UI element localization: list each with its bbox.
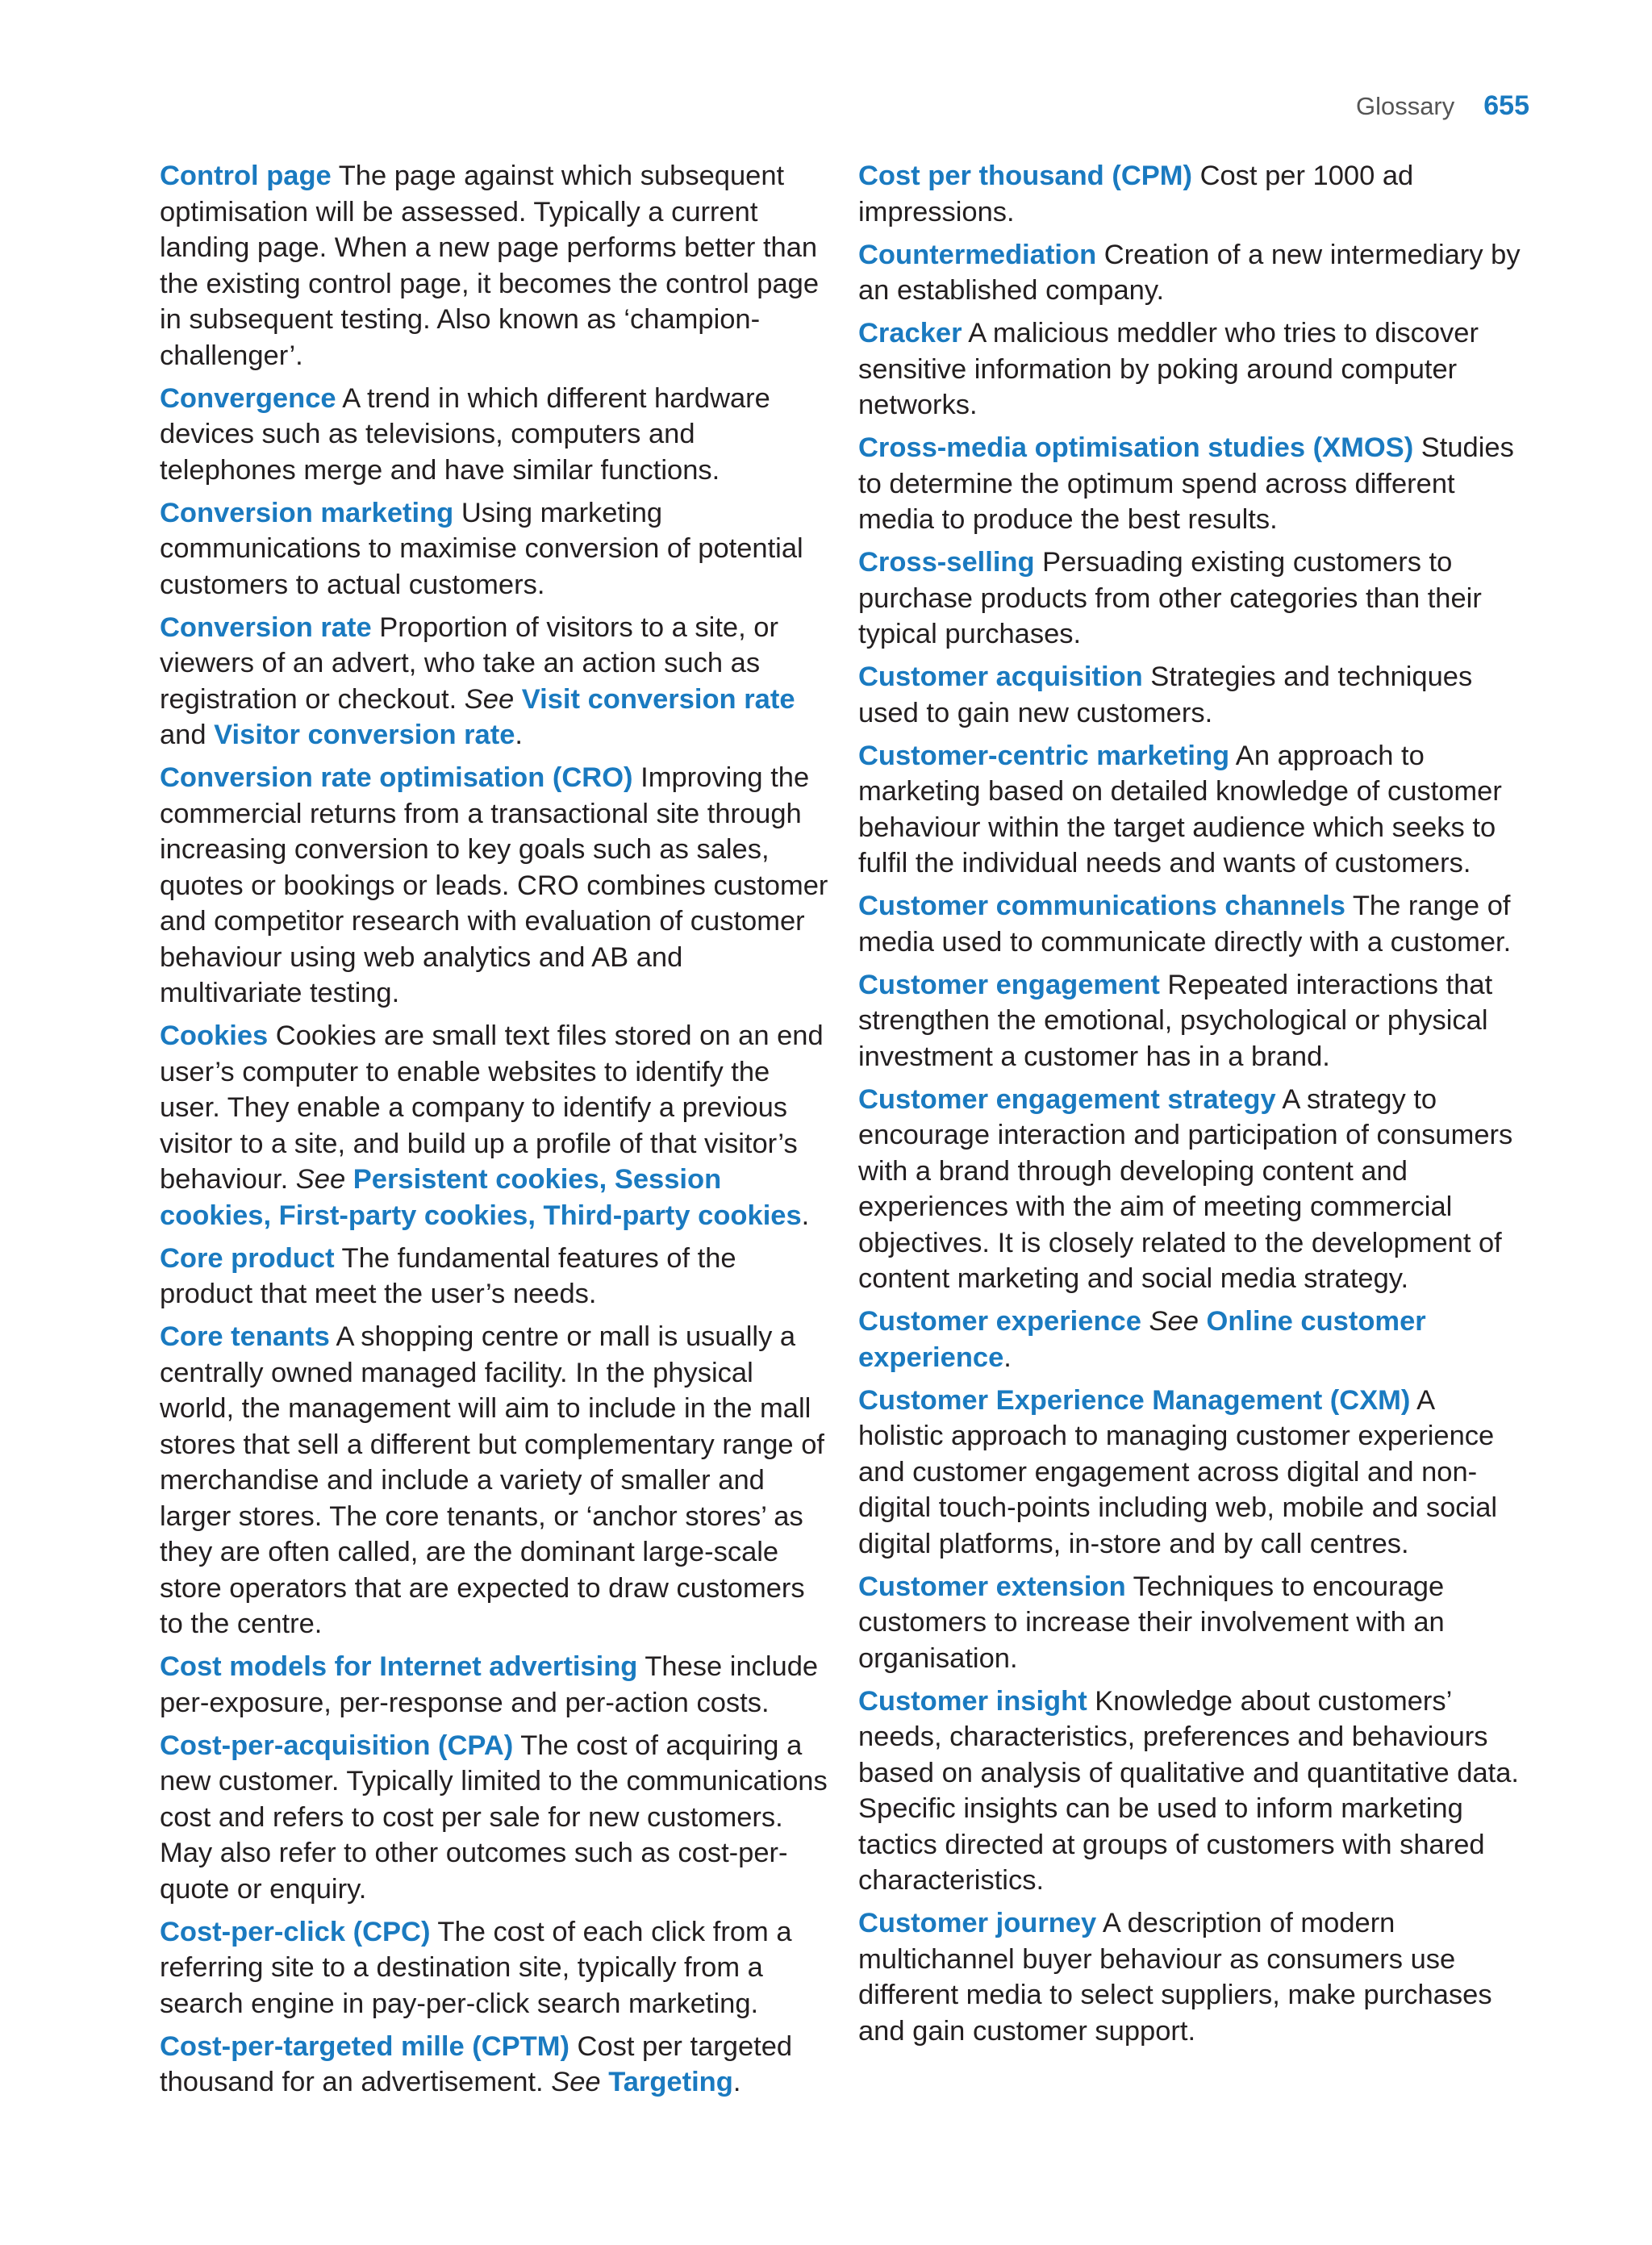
definition-text: An approach to marketing based on detailed knowledge of customer behaviour within the target audience which seeks to fulfil the individual needs and wants of customers.: [858, 740, 1502, 878]
page-number: 655: [1483, 90, 1529, 121]
definition-text: Studies to determine the optimum spend across different media to produce the best results.: [858, 432, 1514, 535]
glossary-entry-customer-communications-channels: [858, 888, 1525, 960]
definition-text: and: [160, 720, 215, 750]
glossary-column-right: [858, 158, 1525, 2056]
definition-text: Techniques to encourage customers to increase their involvement with an organisation.: [858, 1571, 1445, 1674]
glossary-entry-conversion-marketing: [160, 495, 832, 603]
see-label: See: [1149, 1306, 1199, 1337]
see-label: See: [295, 1164, 346, 1195]
glossary-term: Customer extension: [858, 1571, 1126, 1602]
glossary-term: Cost per thousand (CPM): [858, 161, 1192, 191]
definition-text: .: [732, 2067, 741, 2097]
definition-text: The cost of each click from a referring site to a destination site, typically from a search engine in pay-per-click search marketing.: [160, 1916, 792, 2019]
glossary-entry-core-tenants: [160, 1319, 832, 1642]
glossary-entry-cross-selling: [858, 545, 1525, 653]
glossary-term: Customer engagement: [858, 969, 1160, 1000]
definition-text: .: [515, 720, 524, 750]
definition-text: A strategy to encourage interaction and participation of consumers with a brand through developing content and experiences with the aim of meeting commercial objectives. It is closely related to the development of content marketing and social media strategy.: [858, 1083, 1513, 1294]
cross-reference-link[interactable]: Targeting: [608, 2067, 733, 2097]
glossary-entry-customer-insight: [858, 1684, 1525, 1899]
glossary-entry-convergence: [160, 381, 832, 489]
glossary-entry-conversion-rate: [160, 610, 832, 753]
glossary-entry-cost-per-click-cpc: [160, 1914, 832, 2022]
definition-text: A malicious meddler who tries to discover sensitive information by poking around computer networks.: [858, 318, 1479, 420]
definition-text: Creation of a new intermediary by an established company.: [858, 239, 1521, 306]
glossary-entry-customer-engagement: [858, 967, 1525, 1075]
definition-text: .: [1003, 1342, 1012, 1373]
glossary-term: Control page: [160, 161, 332, 191]
glossary-term: Cost-per-acquisition (CPA): [160, 1730, 514, 1761]
definition-text: A description of modern multichannel buyer behaviour as consumers use different media to select suppliers, make purchases and gain customer support.: [858, 1908, 1492, 2047]
cross-reference-link[interactable]: Visit conversion rate: [521, 683, 795, 715]
definition-text: Repeated interactions that strengthen the emotional, psychological or physical investment a customer has in a brand.: [858, 969, 1493, 1072]
definition-text: A holistic approach to managing customer experience and customer engagement across digital and non-digital touch-points including web, mobile and social digital platforms, in-store and by call centres.: [858, 1384, 1498, 1559]
glossary-term: Customer acquisition: [858, 661, 1143, 692]
glossary-entry-customer-centric-marketing: [858, 738, 1525, 882]
definition-text: Cost per targeted thousand for an advertisement.: [160, 2030, 793, 2097]
glossary-column-left: [160, 158, 832, 2107]
glossary-term: Customer experience: [858, 1306, 1141, 1337]
glossary-term: Conversion rate: [160, 611, 372, 643]
glossary-term: Countermediation: [858, 239, 1097, 270]
definition-text: Using marketing communications to maximise conversion of potential customers to actual customers.: [160, 497, 803, 600]
glossary-term: Customer engagement strategy: [858, 1083, 1276, 1115]
definition-text: Knowledge about customers’ needs, characteristics, preferences and behaviours based on analysis of qualitative and quantitative data. Specific insights can be used to inform marketing tactics directed at groups of customers with shared characteristics.: [858, 1685, 1519, 1896]
glossary-term: Cross-media optimisation studies (XMOS): [858, 432, 1414, 463]
glossary-term: Cost models for Internet advertising: [160, 1651, 638, 1682]
cross-reference-link[interactable]: Visitor conversion rate: [214, 720, 515, 750]
definition-text: Cost per 1000 ad impressions.: [858, 161, 1414, 227]
glossary-entry-cross-media-optimisation-studies-xmos: [858, 430, 1525, 538]
glossary-entry-customer-experience: [858, 1304, 1525, 1375]
glossary-term: Cross-selling: [858, 547, 1035, 578]
running-header: [1356, 90, 1529, 122]
glossary-term: Conversion rate optimisation (CRO): [160, 762, 633, 793]
glossary-term: Customer journey: [858, 1908, 1097, 1938]
definition-text: [345, 1164, 353, 1195]
see-label: See: [464, 683, 515, 715]
definition-text: These include per-exposure, per-response and per-action costs.: [160, 1651, 819, 1718]
glossary-term: Conversion marketing: [160, 497, 454, 528]
cross-reference-link[interactable]: Persistent cookies, Session cookies, First-party cookies, Third-party cookies: [160, 1164, 802, 1231]
glossary-term: Cookies: [160, 1020, 269, 1051]
definition-text: .: [801, 1200, 810, 1231]
glossary-entry-customer-journey: [858, 1905, 1525, 2049]
glossary-term: Core tenants: [160, 1321, 330, 1352]
see-label: See: [551, 2067, 601, 2097]
definition-text: The page against which subsequent optimisation will be assessed. Typically a current landing page. When a new page performs better than the existing control page, it becomes the control page in subsequent testing. Also known as ‘champion-challenger’.: [160, 161, 819, 371]
cross-reference-link[interactable]: Online customer experience: [858, 1306, 1426, 1373]
definition-text: [514, 684, 522, 715]
glossary-term: Core product: [160, 1242, 335, 1274]
glossary-entry-cracker: [858, 315, 1525, 424]
glossary-term: Cracker: [858, 318, 962, 348]
glossary-term: Customer Experience Management (CXM): [858, 1384, 1411, 1416]
glossary-entry-cost-models-for-internet-advertising: [160, 1649, 832, 1721]
glossary-term: Customer insight: [858, 1685, 1087, 1717]
glossary-term: Cost-per-targeted mille (CPTM): [160, 2030, 569, 2062]
glossary-entry-cost-per-targeted-mille-cptm: [160, 2029, 832, 2101]
glossary-entry-customer-acquisition: [858, 659, 1525, 731]
glossary-term: Customer communications channels: [858, 891, 1345, 921]
glossary-term: Customer-centric marketing: [858, 740, 1230, 771]
glossary-entry-customer-engagement-strategy: [858, 1082, 1525, 1297]
glossary-entry-cookies: [160, 1018, 832, 1233]
glossary-term: Cost-per-click (CPC): [160, 1916, 431, 1947]
glossary-entry-cost-per-thousand-cpm: [858, 158, 1525, 230]
definition-text: Improving the commercial returns from a transactional site through increasing conversion to key goals such as sales, quotes or bookings or leads. CRO combines customer and competitor research with evaluation of customer behaviour using web analytics and AB and multivariate testing.: [160, 762, 828, 1008]
definition-text: [1141, 1306, 1149, 1337]
glossary-term: Convergence: [160, 382, 336, 414]
definition-text: Persuading existing customers to purchase products from other categories than their typical purchases.: [858, 547, 1482, 649]
definition-text: The range of media used to communicate directly with a customer.: [858, 891, 1512, 958]
definition-text: Proportion of visitors to a site, or viewers of an advert, who take an action such as registration or checkout.: [160, 611, 778, 715]
definition-text: [601, 2067, 609, 2097]
glossary-entry-core-product: [160, 1241, 832, 1312]
definition-text: The fundamental features of the product that meet the user’s needs.: [160, 1242, 736, 1309]
glossary-entry-customer-experience-management-cxm: [858, 1383, 1525, 1563]
glossary-entry-conversion-rate-optimisation-cro: [160, 760, 832, 1012]
definition-text: Strategies and techniques used to gain new customers.: [858, 661, 1473, 728]
definition-text: The cost of acquiring a new customer. Typically limited to the communications cost and refers to cost per sale for new customers. May also refer to other outcomes such as cost-per-quote or enquiry.: [160, 1730, 828, 1905]
definition-text: A trend in which different hardware devices such as televisions, computers and telephones merge and have similar functions.: [160, 382, 770, 486]
definition-text: Cookies are small text files stored on an end user’s computer to enable websites to identify the user. They enable a company to identify a previous visitor to a site, and build up a profile of that visitor’s behaviour.: [160, 1020, 824, 1195]
glossary-entry-countermediation: [858, 237, 1525, 309]
header-section-title: Glossary: [1355, 92, 1455, 120]
glossary-entry-customer-extension: [858, 1569, 1525, 1677]
glossary-entry-control-page: [160, 158, 832, 373]
glossary-entry-cost-per-acquisition-cpa: [160, 1728, 832, 1908]
definition-text: A shopping centre or mall is usually a centrally owned managed facility. In the physical world, the management will aim to include in the mall stores that sell a different but complementary range of merchandise and include a variety of smaller and larger stores. The core tenants, or ‘anchor stores’ as they are often called, are the dominant large-scale store operators that are expected to draw customers to the centre.: [160, 1321, 824, 1639]
